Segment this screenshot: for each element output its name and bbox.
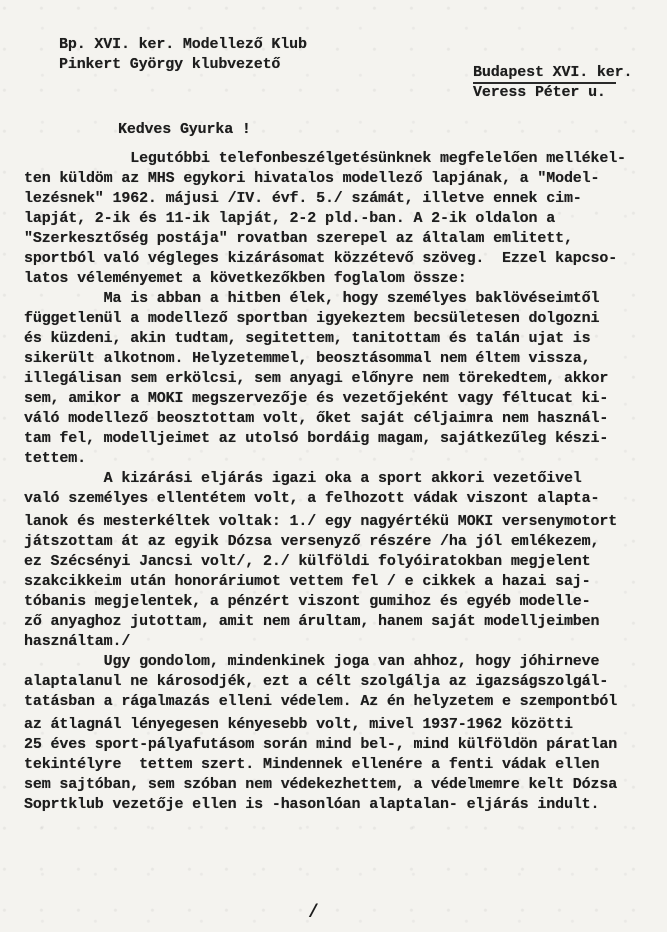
recipient-name: Veress Péter u. <box>473 84 606 101</box>
body-line: játszottam át az egyik Dózsa versenyző részére /ha jól emlékezem, <box>24 533 600 550</box>
body-line: Ma is abban a hitben élek, hogy személyes baklövéseimtől <box>24 290 600 307</box>
body-line: lapját, 2-ik és 11-ik lapját, 2-2 pld.-ban. A 2-ik oldalon a <box>24 210 556 227</box>
body-line: való személyes ellentétem volt, a felhozott vádak viszont alapta- <box>24 490 600 507</box>
body-line: tekintélyre tettem szert. Mindennek ellenére a fenti vádak ellen <box>24 756 600 773</box>
body-line: Soprtklub vezetője ellen is -hasonlóan alaptalan- eljárás indult. <box>24 796 600 813</box>
body-line: Ugy gondolom, mindenkinek joga van ahhoz, hogy jóhirneve <box>24 653 600 670</box>
body-line: tettem. <box>24 450 86 467</box>
body-line: tatásban a rágalmazás elleni védelem. Az én helyzetem e szempontból <box>24 693 618 710</box>
body-line: illegálisan sem erkölcsi, sem anyagi előnyre nem törekedtem, akkor <box>24 370 609 387</box>
body-line: sem, amikor a MOKI megszervezője és vezetőjeként vagy féltucat ki- <box>24 390 609 407</box>
body-line: sikerült alkotnom. Helyzetemmel, beosztásommal nem éltem vissza, <box>24 350 591 367</box>
page-continuation-mark: / <box>308 903 319 923</box>
body-line: tóbanis megjelentek, a pénzért viszont gumihoz és egyéb modelle- <box>24 593 591 610</box>
body-line: az átlagnál lényegesen kényesebb volt, mivel 1937-1962 közötti <box>24 716 573 733</box>
body-line: A kizárási eljárás igazi oka a sport akkori vezetőivel <box>24 470 582 487</box>
body-line: ez Szécsényi Jancsi volt/, 2./ külföldi folyóiratokban megjelent <box>24 553 591 570</box>
body-line: és küzdeni, akin tudtam, segitettem, tanitottam és talán ujat is <box>24 330 591 347</box>
sender-club: Bp. XVI. ker. Modellező Klub <box>59 36 307 53</box>
body-line: használtam./ <box>24 633 131 650</box>
recipient-city: Budapest XVI. ker. <box>473 64 633 81</box>
salutation: Kedves Gyurka ! <box>118 121 251 138</box>
body-line: függetlenül a modellező sportban igyekeztem becsületesen dolgozni <box>24 310 600 327</box>
body-line: lanok és mesterkéltek voltak: 1./ egy nagyértékü MOKI versenymotort <box>24 513 618 530</box>
body-line: lezésnek" 1962. májusi /IV. évf. 5./ számát, illetve ennek cim- <box>24 190 582 207</box>
body-line: ző anyaghoz jutottam, amit nem árultam, hanem saját modelljeimben <box>24 613 600 630</box>
sender-leader: Pinkert György klubvezető <box>59 56 281 73</box>
body-line: tam fel, modelljeimet az utolsó bordáig magam, sajátkezűleg készi- <box>24 430 609 447</box>
body-line: "Szerkesztőség postája" rovatban szerepel az általam emlitett, <box>24 230 573 247</box>
body-line: ten küldöm az MHS egykori hivatalos modellező lapjának, a "Model- <box>24 170 600 187</box>
body-line: váló modellező beosztottam volt, őket saját céljaimra nem használ- <box>24 410 609 427</box>
body-line: 25 éves sport-pályafutásom során mind bel-, mind külföldön páratlan <box>24 736 618 753</box>
body-line: Legutóbbi telefonbeszélgetésünknek megfelelően mellékel- <box>24 150 626 167</box>
body-line: latos véleményemet a következőkben foglalom össze: <box>24 270 467 287</box>
body-line: sportból való végleges kizárásomat közzétevő szöveg. Ezzel kapcso- <box>24 250 618 267</box>
body-line: szakcikkeim után honoráriumot vettem fel / e cikkek a hazai saj- <box>24 573 591 590</box>
body-line: alaptalanul ne károsodjék, ezt a célt szolgálja az igazságszolgál- <box>24 673 609 690</box>
body-line: sem sajtóban, sem szóban nem védekezhettem, a védelmemre kelt Dózsa <box>24 776 618 793</box>
